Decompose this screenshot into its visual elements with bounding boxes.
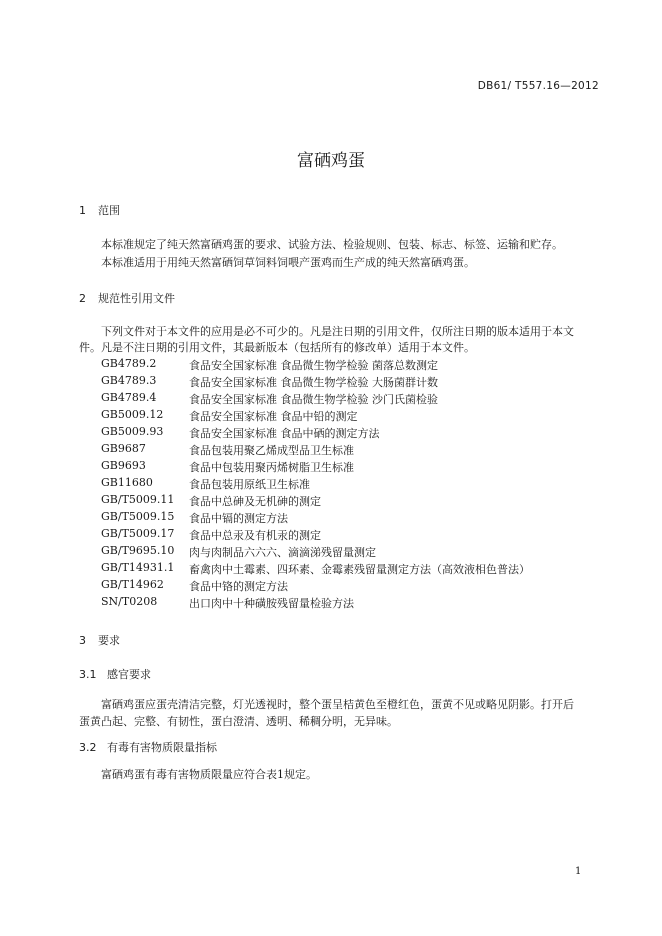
section-title: 范围 <box>98 204 120 217</box>
section-number: 1 <box>79 204 86 217</box>
reference-code: GB5009.12 <box>101 408 164 421</box>
reference-title: 食品安全国家标准 食品中铅的测定 <box>189 410 358 423</box>
subsection-title: 感官要求 <box>107 668 151 681</box>
reference-title: 食品包装用原纸卫生标准 <box>189 478 310 491</box>
reference-code: GB4789.3 <box>101 374 157 387</box>
reference-title: 食品中包装用聚丙烯树脂卫生标准 <box>189 461 354 474</box>
section-title: 要求 <box>98 634 120 647</box>
subsection-number: 3.2 <box>79 741 97 754</box>
document-title: 富硒鸡蛋 <box>297 151 365 171</box>
references-intro-line: 下列文件对于本文件的应用是必不可少的。凡是注日期的引用文件，仅所注日期的版本适用于本文 <box>101 325 574 338</box>
section-heading-scope <box>79 202 120 218</box>
section-heading-normative-references <box>79 290 175 306</box>
reference-title: 出口肉中十种磺胺残留量检验方法 <box>189 597 354 610</box>
reference-title: 肉与肉制品六六六、滴滴涕残留量测定 <box>189 546 376 559</box>
reference-code: GB/T5009.17 <box>101 527 175 540</box>
standard-code: DB61/ T557.16—2012 <box>477 80 599 92</box>
section-title: 规范性引用文件 <box>98 292 175 305</box>
section-number: 3 <box>79 634 86 647</box>
reference-code: GB/T5009.15 <box>101 510 175 523</box>
reference-code: GB9687 <box>101 442 146 455</box>
reference-title: 食品中铬的测定方法 <box>189 580 288 593</box>
toxic-paragraph-line: 富硒鸡蛋有毒有害物质限量应符合表1规定。 <box>101 768 317 781</box>
subsection-heading-sensory <box>79 666 151 682</box>
reference-code: GB/T14931.1 <box>101 561 175 574</box>
reference-title: 食品中总汞及有机汞的测定 <box>189 529 321 542</box>
reference-code: GB/T14962 <box>101 578 164 591</box>
reference-code: GB/T9695.10 <box>101 544 175 557</box>
section-heading-requirements <box>79 632 120 648</box>
reference-title: 食品安全国家标准 食品微生物学检验 菌落总数测定 <box>189 359 438 372</box>
reference-code: GB4789.4 <box>101 391 157 404</box>
reference-code: SN/T0208 <box>101 595 158 608</box>
sensory-paragraph-line: 富硒鸡蛋应蛋壳清洁完整，灯光透视时，整个蛋呈桔黄色至橙红色，蛋黄不见或略见阴影。打开后 <box>101 698 574 711</box>
reference-title: 食品中镉的测定方法 <box>189 512 288 525</box>
page-number: 1 <box>575 866 582 877</box>
reference-code: GB4789.2 <box>101 357 157 370</box>
reference-title: 食品安全国家标准 食品微生物学检验 沙门氏菌检验 <box>189 393 438 406</box>
subsection-number: 3.1 <box>79 668 97 681</box>
subsection-title: 有毒有害物质限量指标 <box>107 741 217 754</box>
section-number: 2 <box>79 292 86 305</box>
subsection-heading-toxic <box>79 739 217 755</box>
reference-code: GB5009.93 <box>101 425 164 438</box>
reference-code: GB9693 <box>101 459 146 472</box>
references-intro-line: 件。凡是不注日期的引用文件，其最新版本（包括所有的修改单）适用于本文件。 <box>79 341 475 354</box>
reference-title: 食品包装用聚乙烯成型品卫生标准 <box>189 444 354 457</box>
reference-title: 食品中总砷及无机砷的测定 <box>189 495 321 508</box>
reference-code: GB/T5009.11 <box>101 493 175 506</box>
reference-title: 畜禽肉中土霉素、四环素、金霉素残留量测定方法（高效液相色普法） <box>189 563 530 576</box>
scope-paragraph: 本标准适用于用纯天然富硒饲草饲料饲喂产蛋鸡而生产成的纯天然富硒鸡蛋。 <box>101 256 475 269</box>
reference-title: 食品安全国家标准 食品微生物学检验 大肠菌群计数 <box>189 376 438 389</box>
sensory-paragraph-line: 蛋黄凸起、完整、有韧性，蛋白澄清、透明、稀稠分明，无异味。 <box>79 715 398 728</box>
scope-paragraph: 本标准规定了纯天然富硒鸡蛋的要求、试验方法、检验规则、包装、标志、标签、运输和贮存。 <box>101 238 563 251</box>
reference-title: 食品安全国家标准 食品中硒的测定方法 <box>189 427 380 440</box>
reference-code: GB11680 <box>101 476 153 489</box>
